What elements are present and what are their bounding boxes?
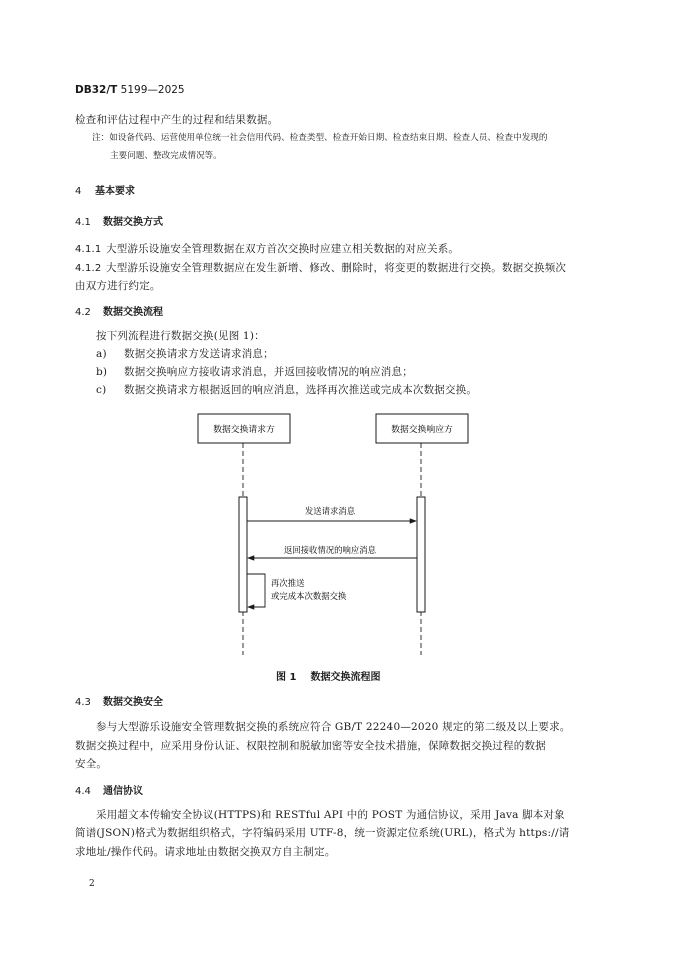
requester-activation [239, 497, 247, 612]
requester-label: 数据交换请求方 [213, 425, 275, 435]
send-request-label: 发送请求消息 [304, 506, 356, 516]
section-4-3-line-2: 数据交换过程中，应采用身份认证、权限控制和脱敏加密等安全技术措施，保障数据交换过程的数据 [75, 740, 546, 752]
list-item-a: a) 数据交换请求方发送请求消息； [96, 348, 274, 360]
self-message-arrow [247, 574, 265, 607]
section-4-3-line-1: 参与大型游乐设施安全管理数据交换的系统应符合 GB/T 22240—2020 规定的第二级及以上要求。 [96, 721, 571, 733]
note-line-2: 主要问题、整改完成情况等。 [110, 151, 222, 161]
section-4-3-heading: 4.3 数据交换安全 [75, 697, 163, 708]
clause-4-1-1: 4.1.1 大型游乐设施安全管理数据在双方首次交换时应建立相关数据的对应关系。 [75, 243, 460, 255]
standard-number: DB32/T 5199—2025 [75, 84, 185, 96]
section-4-3-line-3: 安全。 [75, 758, 108, 770]
list-item-b: b) 数据交换响应方接收请求消息，并返回接收情况的响应消息； [96, 366, 413, 378]
intro-line: 检查和评估过程中产生的过程和结果数据。 [75, 114, 279, 126]
responder-label: 数据交换响应方 [391, 425, 453, 435]
figure-caption: 图 1 数据交换流程图 [276, 672, 381, 683]
return-response-label: 返回接收情况的响应消息 [283, 545, 377, 555]
section-4-2-heading: 4.2 数据交换流程 [75, 307, 163, 318]
clause-4-1-2-cont: 由双方进行约定。 [75, 280, 161, 292]
section-4-1-heading: 4.1 数据交换方式 [75, 217, 163, 228]
list-item-c: c) 数据交换请求方根据返回的响应消息，选择再次推送或完成本次数据交换。 [96, 384, 478, 396]
page-number: 2 [89, 879, 95, 889]
self-message-line-1: 再次推送 [271, 578, 305, 588]
section-4-4-line-3: 求地址/操作代码。请求地址由数据交换双方自主制定。 [75, 846, 336, 858]
section-4-2-intro: 按下列流程进行数据交换(见图 1)： [96, 330, 265, 342]
responder-activation [417, 497, 425, 612]
clause-4-1-2: 4.1.2 大型游乐设施安全管理数据应在发生新增、修改、删除时，将变更的数据进行交换。数据交换频次 [75, 262, 567, 274]
section-4-heading: 4 基本要求 [75, 186, 135, 197]
section-4-4-heading: 4.4 通信协议 [75, 786, 143, 797]
section-4-4-line-2: 简谱(JSON)格式为数据组织格式，字符编码采用 UTF-8，统一资源定位系统(URL)，格式为 https://请 [75, 827, 570, 839]
note-line-1: 注：如设备代码、运营使用单位统一社会信用代码、检查类型、检查开始日期、检查结束日期、检查人员、检查中发现的 [92, 133, 548, 143]
self-message-line-2: 或完成本次数据交换 [271, 591, 347, 601]
section-4-4-line-1: 采用超文本传输安全协议(HTTPS)和 RESTful API 中的 POST 为通信协议，采用 Java 脚本对象 [96, 809, 565, 821]
